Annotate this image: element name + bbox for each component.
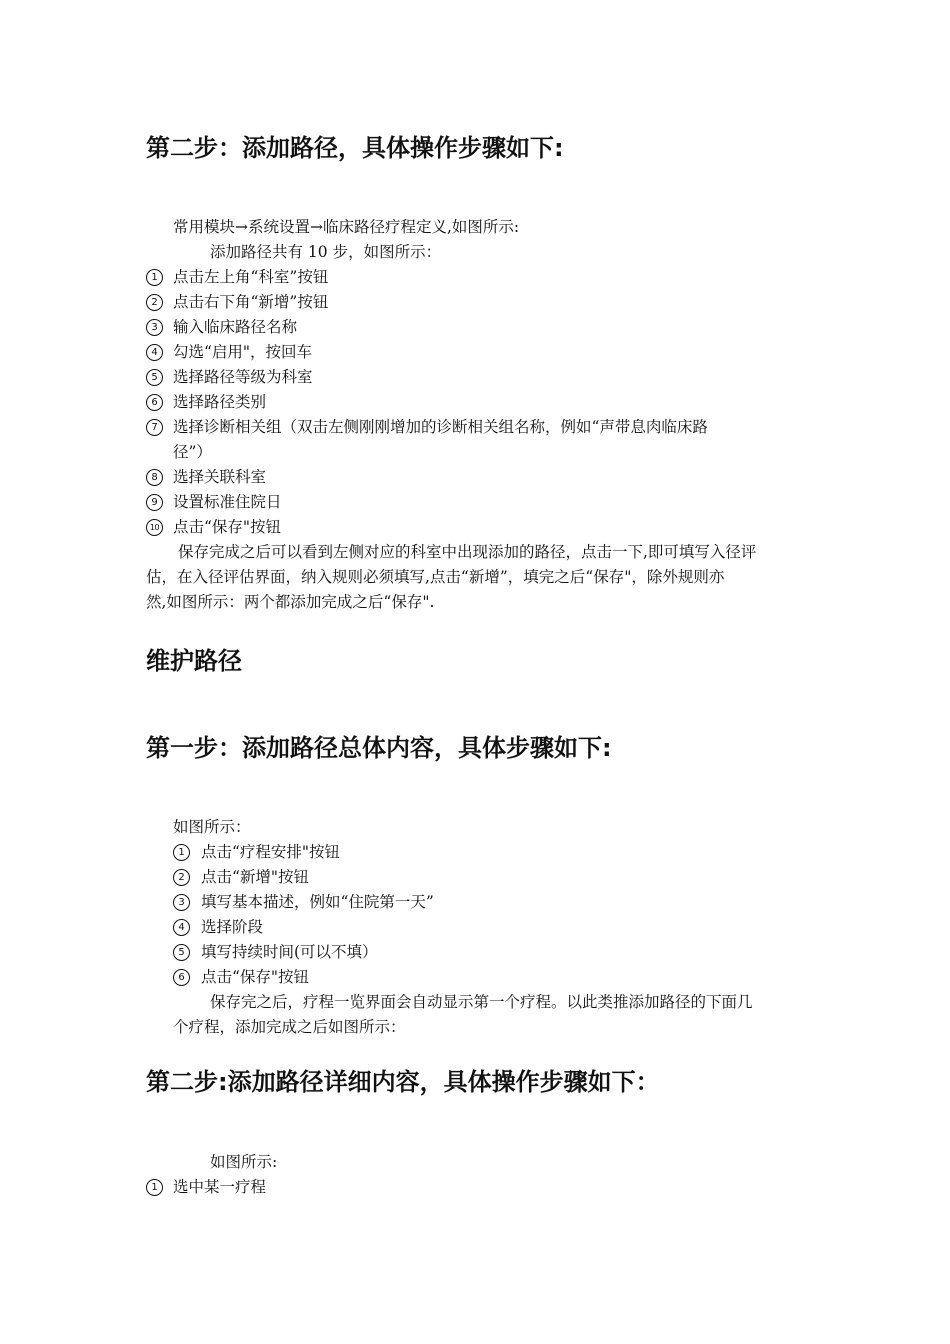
step-text: 选择阶段 <box>201 918 264 936</box>
step-text: 设置标准住院日 <box>173 493 282 511</box>
step-number: 10 <box>146 519 163 536</box>
step-number: 1 <box>146 269 163 286</box>
step-number: 1 <box>146 1179 163 1196</box>
step-number: 2 <box>173 869 190 886</box>
step-text: 点击“保存"按钮 <box>201 968 310 986</box>
step-text: 选中某一疗程 <box>173 1178 267 1196</box>
list-item <box>173 865 793 890</box>
list-item <box>146 490 786 515</box>
step-number: 3 <box>146 319 163 336</box>
detail-content-steps-list <box>146 1175 746 1200</box>
steps-intro-text: 添加路径共有 10 步，如图所示： <box>210 243 442 261</box>
list-item <box>146 290 786 315</box>
step-text: 选择路径等级为科室 <box>173 368 313 386</box>
paragraph-line: 个疗程，添加完成之后如图所示： <box>173 1018 406 1036</box>
step-text: 选择关联科室 <box>173 468 267 486</box>
step-text: 输入临床路径名称 <box>173 318 298 336</box>
step-text: 选择诊断相关组（双击左侧刚刚增加的诊断相关组名称，例如“声带息肉临床路 <box>173 418 708 436</box>
step-text: 填写基本描述，例如“住院第一天” <box>201 893 434 911</box>
step-text: 填写持续时间(可以不填） <box>201 943 378 961</box>
step-number: 4 <box>146 344 163 361</box>
list-item <box>173 840 793 865</box>
step-number: 6 <box>173 969 190 986</box>
list-item <box>146 340 786 365</box>
section-heading-maintain-path: 维护路径 <box>146 647 242 675</box>
step-text-continued: 径”） <box>173 443 212 461</box>
list-item <box>146 515 786 540</box>
list-item <box>173 940 793 965</box>
overall-content-steps-list <box>173 840 793 990</box>
step-number: 5 <box>173 944 190 961</box>
step-number: 1 <box>173 844 190 861</box>
steps-intro-text: 如图所示: <box>210 1153 278 1171</box>
step-number: 8 <box>146 469 163 486</box>
step-text: 勾选“启用"，按回车 <box>173 343 313 361</box>
step-number: 3 <box>173 894 190 911</box>
section-heading-add-path: 第二步：添加路径，具体操作步骤如下: <box>146 134 564 162</box>
paragraph-line: 估，在入径评估界面，纳入规则必须填写,点击“新增”，填完之后“保存"，除外规则亦 <box>146 568 725 586</box>
list-item <box>173 915 793 940</box>
paragraph-line: 然,如图所示：两个都添加完成之后“保存". <box>146 593 435 611</box>
step-number: 7 <box>146 419 163 436</box>
step-text: 点击左上角“科室”按钮 <box>173 268 329 286</box>
list-item <box>173 965 793 990</box>
list-item <box>146 365 786 390</box>
step-text: 点击“保存"按钮 <box>173 518 282 536</box>
list-item <box>146 390 786 415</box>
list-item <box>146 415 786 465</box>
paragraph-line: 保存完成之后可以看到左侧对应的科室中出现添加的路径，点击一下,即可填写入径评 <box>178 543 757 561</box>
paragraph-line: 保存完之后，疗程一览界面会自动显示第一个疗程。以此类推添加路径的下面几 <box>210 993 753 1011</box>
list-item <box>146 265 786 290</box>
add-path-steps-list <box>146 265 786 540</box>
navigation-path-text: 常用模块→系统设置→临床路径疗程定义,如图所示: <box>173 218 520 236</box>
steps-intro-text: 如图所示： <box>173 818 251 836</box>
step-text: 点击右下角“新增”按钮 <box>173 293 329 311</box>
step-text: 点击“疗程安排"按钮 <box>201 843 341 861</box>
step-number: 4 <box>173 919 190 936</box>
step-number: 5 <box>146 369 163 386</box>
list-item <box>146 465 786 490</box>
step-text: 点击“新增"按钮 <box>201 868 310 886</box>
step-number: 6 <box>146 394 163 411</box>
step-number: 9 <box>146 494 163 511</box>
step-text: 选择路径类别 <box>173 393 267 411</box>
section-heading-step-two-detail: 第二步:添加路径详细内容，具体操作步骤如下： <box>146 1068 660 1096</box>
step-number: 2 <box>146 294 163 311</box>
list-item <box>146 1175 746 1200</box>
list-item <box>146 315 786 340</box>
section-heading-step-one: 第一步：添加路径总体内容，具体步骤如下: <box>146 734 612 762</box>
list-item <box>173 890 793 915</box>
